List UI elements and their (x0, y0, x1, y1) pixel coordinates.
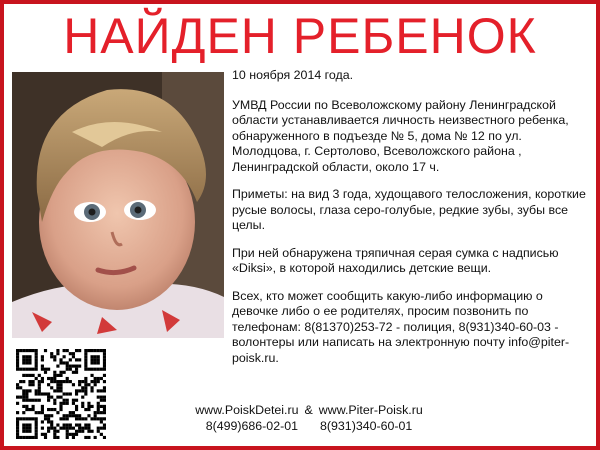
footer-phones (144, 418, 474, 434)
site-link-poiskdetei: www.PoiskDetei.ru (195, 403, 299, 417)
footer-phone-2: 8(931)340-60-01 (320, 419, 413, 433)
notice-paragraph-contacts: Всех, кто может сообщить какую-либо информацию о девочке либо о ее родителях, просим позвонить по телефонам: 8(81370)253-72 - полиция, 8(931)340-60-03 - волонтеры или написать на электронную почту info@piter-poisk.ru. (232, 288, 570, 365)
child-photo-icon (12, 72, 224, 338)
notice-body (232, 68, 592, 378)
qr-code (16, 349, 106, 439)
footer-contacts (144, 402, 474, 434)
child-photo (12, 72, 224, 338)
notice-paragraph-description: Приметы: на вид 3 года, худощавого телосложения, короткие русые волосы, глаза серо-голубые, редкие зубы, зубы все целы. (232, 187, 586, 232)
notice-paragraph-identification: УМВД России по Всеволожскому району Ленинградской области устанавливается личность неизвестного ребенка, обнаруженного в подъезде № 5, дома № 12 по ул. Молодцова, г. Сертолово, Всеволожского района , Ленинградской области, около 17 ч. (232, 97, 569, 174)
notice-paragraph-belongings: При ней обнаружена тряпичная серая сумка с надписью «Diksi», в которой находились детские вещи. (232, 245, 559, 275)
site-link-piterpoisk: www.Piter-Poisk.ru (318, 403, 423, 417)
site-separator: & (304, 403, 313, 417)
notice-date: 10 ноября 2014 года. (232, 68, 354, 82)
footer-phone-1: 8(499)686-02-01 (205, 419, 298, 433)
footer-sites (144, 402, 474, 418)
poster-title: НАЙДЕН РЕБЕНОК (63, 8, 537, 64)
qr-code-icon (16, 349, 106, 439)
